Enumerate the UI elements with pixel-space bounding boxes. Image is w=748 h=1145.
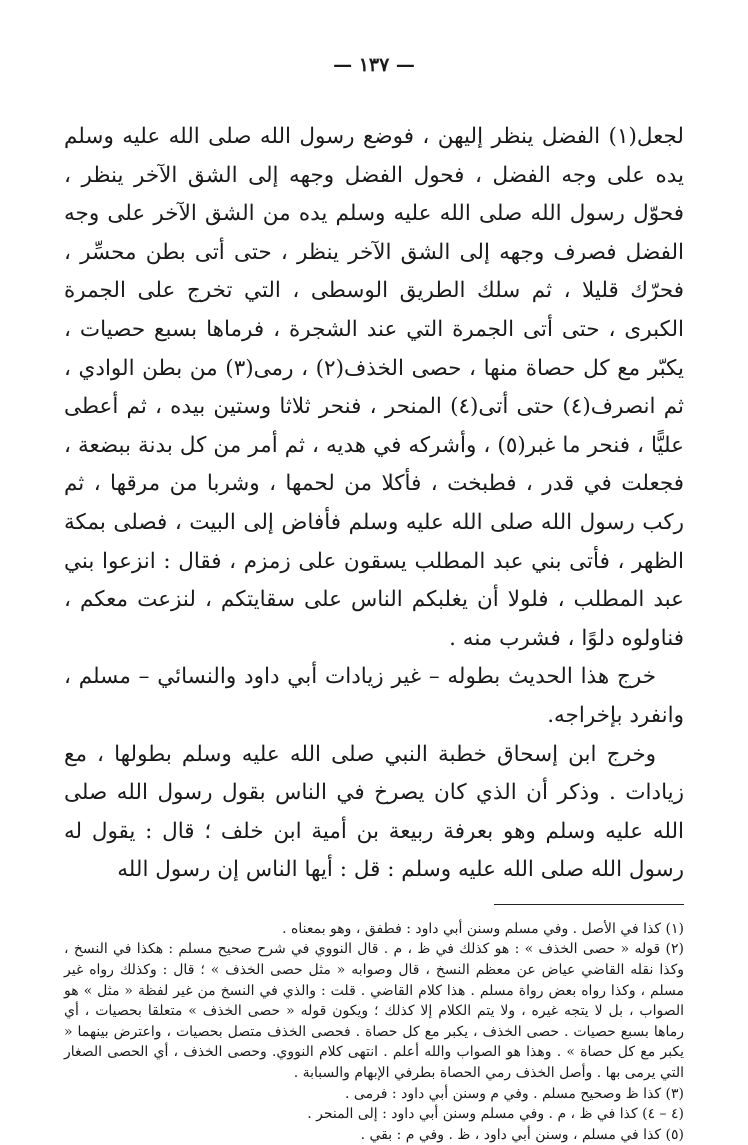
paragraph-takhrij: خرج هذا الحديث بطوله – غير زيادات أبي داود والنسائي – مسلم ، وانفرد بإخراجه.	[64, 664, 684, 728]
paragraph-hadith-text: لجعل(١) الفضل ينظر إليهن ، فوضع رسول الله صلى الله عليه وسلم يده على وجه الفضل ، فحول الفضل وجهه إلى الشق الآخر ينظر ، فحوّل رسول الله صلى الله عليه وسلم يده من الشق الآخر على وجه الفضل فصرف وجهه إلى الشق الآخر ينظر ، حتى أتى بطن محسِّر ، فحرّك قليلا ، ثم سلك الطريق الوسطى ، التي تخرج على الجمرة الكبرى ، حتى أتى الجمرة التي عند الشجرة ، فرماها بسبع حصيات ، يكبّر مع كل حصاة منها ، حصى الخذف(٢) ، رمى(٣) من بطن الوادي ، ثم انصرف(٤) حتى أتى(٤) المنحر ، فنحر ثلاثا وستين بيده ، ثم أعطى عليًّا ، فنحر ما غبر(٥) ، وأشركه في هديه ، ثم أمر من كل بدنة ببضعة ، فجعلت في قدر ، فطبخت ، فأكلا من لحمها ، وشربا من مرقها ، ثم ركب رسول الله صلى الله عليه وسلم فأفاض إلى البيت ، فصلى بمكة الظهر ، فأتى بني عبد المطلب يسقون على زمزم ، فقال : انزعوا بني عبد المطلب ، فلولا أن يغلبكم الناس على سقايتكم ، لنزعت معكم ، فناولوه دلوًا ، فشرب منه .	[64, 124, 684, 651]
book-page	[64, 52, 684, 1145]
footnote-2: (٢) قوله « حصى الخذف » : هو كذلك في ظ ، م . قال النووي في شرح صحيح مسلم : هكذا في النسخ ، وكذا نقله القاضي عياض عن معظم النسخ ، قال وصوابه « مثل حصى الخذف » ؛ قال : وكذلك رواه غير مسلم ، وكذا رواه بعض رواة مسلم . هذا كلام القاضي . قلت : والذي في النسخ من غير لفظة « مثل » هو الصواب ، بل لا يتجه غيره ، ولا يتم الكلام إلا كذلك ؛ ويكون قوله « حصى الخذف » متعلقا بحصيات ، أي رماها بسبع حصيات . حصى الخذف ، يكبر مع كل حصاة . فحصى الخذف متصل بحصيات ، واعترض بينهما « يكبر مع كل حصاة » . وهذا هو الصواب والله أعلم . انتهى كلام النووي. وحصى الخذف ، أي الحصى الصغار التي يرمى بها . وأصل الخذف رمي الحصاة بطرفي الإبهام والسبابة .	[64, 941, 684, 1082]
page-number: — ١٣٧ —	[333, 54, 415, 76]
footnotes	[64, 919, 684, 1145]
footnote-separator	[494, 904, 684, 905]
footnote-1: (١) كذا في الأصل . وفي مسلم وسنن أبي داود : فطفق ، وهو بمعناه .	[282, 920, 684, 937]
main-text	[64, 118, 684, 890]
paragraph-ibn-ishaq: وخرج ابن إسحاق خطبة النبي صلى الله عليه وسلم بطولها ، مع زيادات . وذكر أن الذي كان يصرخ في الناس بقول رسول الله صلى الله عليه وسلم وهو بعرفة ربيعة بن أمية ابن خلف ؛ قال : يقول له رسول الله صلى الله عليه وسلم : قل : أيها الناس إن رسول الله	[64, 741, 684, 883]
footnote-4: (٤ – ٤) كذا في ظ ، م . وفي مسلم وسنن أبي داود : إلى المنحر .	[307, 1106, 684, 1123]
footnote-5: (٥) كذا في مسلم ، وسنن أبي داود ، ظ . وفي م : بقي .	[360, 1126, 684, 1143]
footnote-3: (٣) كذا ظ وصحيح مسلم . وفي م وسنن أبي داود : فرمى .	[345, 1085, 684, 1102]
